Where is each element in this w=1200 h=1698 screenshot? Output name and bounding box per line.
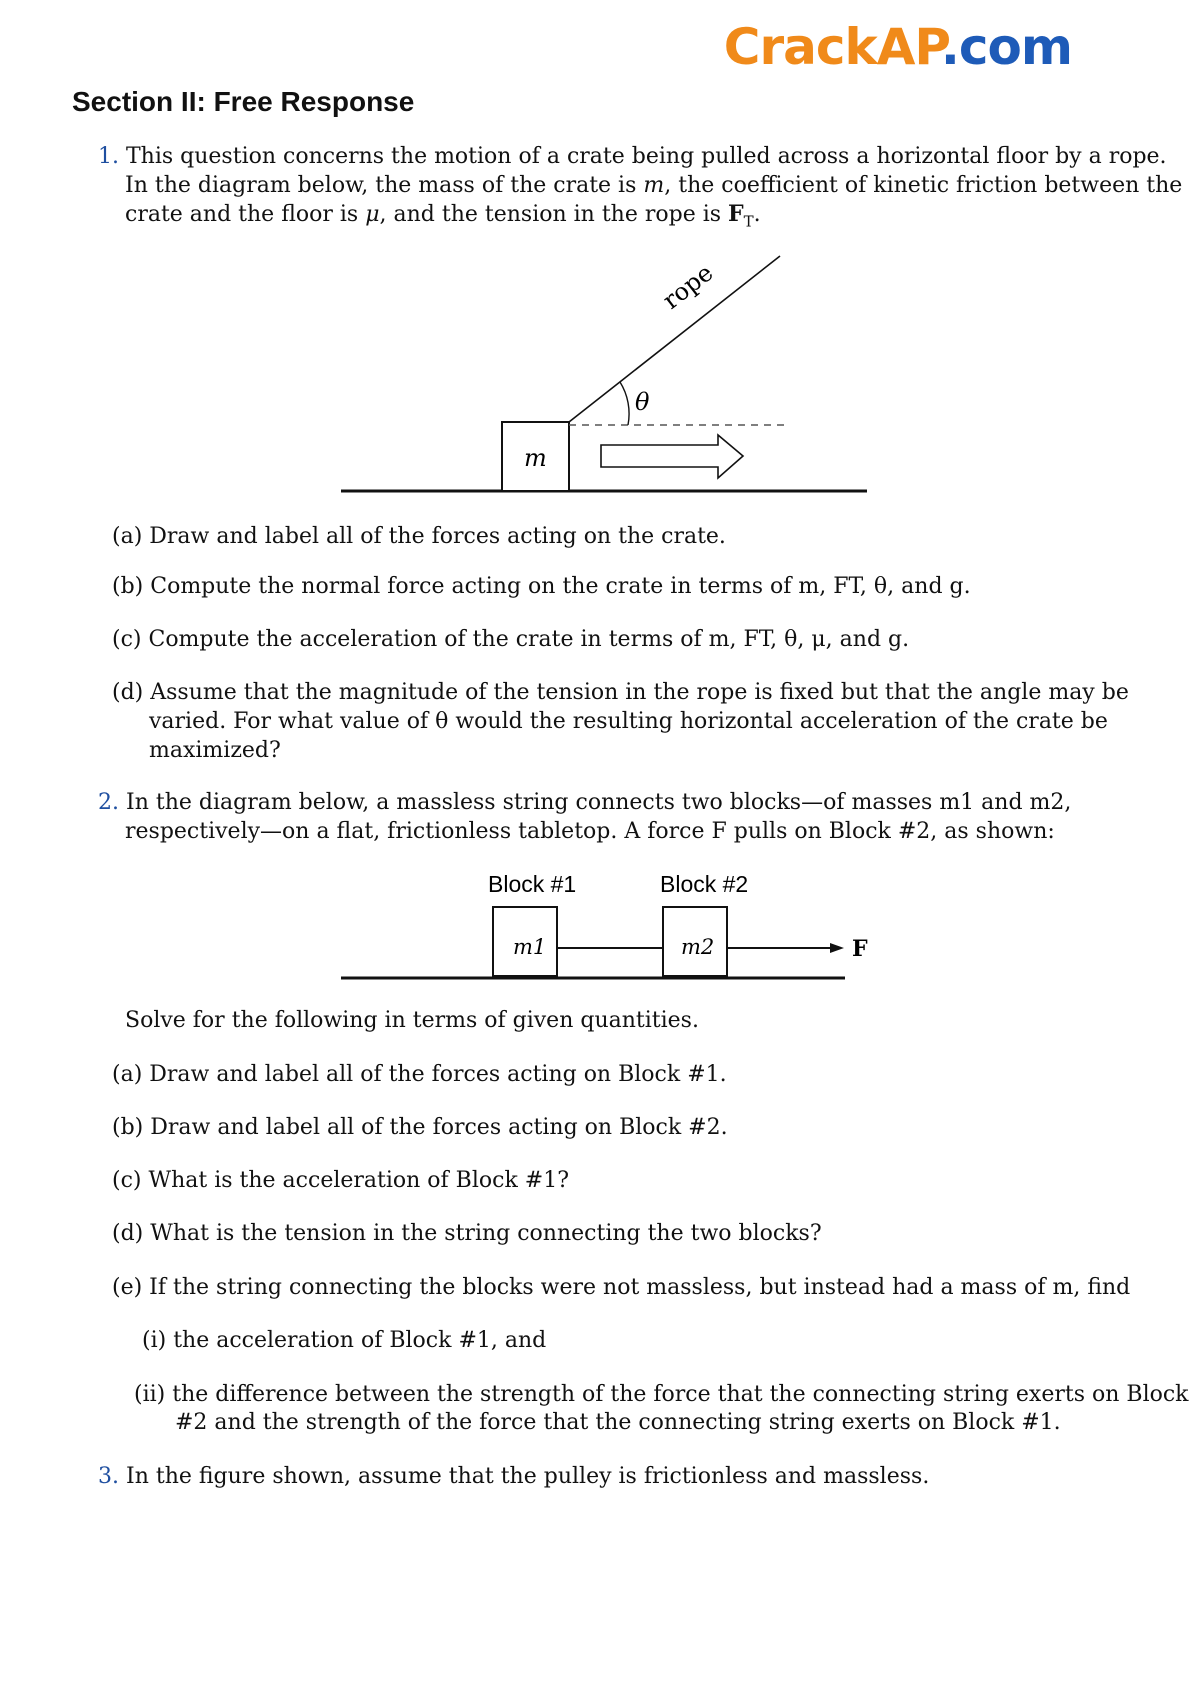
angle-label: θ — [635, 388, 650, 416]
q1-line1 — [98, 142, 1167, 171]
q2-intro-line2: respectively—on a flat, frictionless tabletop. A force F pulls on Block #2, as shown: — [125, 819, 1055, 844]
q1-line2 — [125, 171, 1182, 200]
section-title: Section II: Free Response — [72, 86, 415, 117]
q2-part-a: (a) Draw and label all of the forces acting on Block #1. — [112, 1062, 727, 1087]
crate-mass-label: m — [524, 444, 547, 472]
force-arrow-head — [830, 943, 844, 953]
block1-label: Block #1 — [488, 871, 577, 897]
q1-intro-line3-b: , and the tension in the rope is — [379, 202, 729, 227]
q2-intro-line1: In the diagram below, a massless string connects two blocks—of masses m1 and m2, — [126, 790, 1072, 815]
q1-part-b: (b) Compute the normal force acting on the crate in terms of m, FT, θ, and g. — [112, 574, 971, 599]
q1-intro-mu-symbol: μ — [365, 202, 380, 227]
q2-part-e-ii-line1: (ii) the difference between the strength of the force that the connecting string exerts on Block — [134, 1382, 1189, 1407]
q1-intro-line3-a: crate and the floor is — [125, 202, 366, 227]
q1-intro-ft-subscript: T — [743, 212, 754, 231]
crate-diagram — [330, 250, 890, 500]
q2-part-e-i: (i) the acceleration of Block #1, and — [142, 1328, 547, 1353]
block1-mass-label: m1 — [513, 935, 547, 959]
q3-number: 3. — [98, 1464, 119, 1489]
q1-part-d-line1: (d) Assume that the magnitude of the tension in the rope is fixed but that the angle may be — [112, 680, 1129, 705]
q1-line3 — [125, 200, 761, 236]
block2-label: Block #2 — [660, 871, 749, 897]
q2-part-d: (d) What is the tension in the string connecting the two blocks? — [112, 1221, 822, 1246]
block2-mass-label: m2 — [681, 935, 715, 959]
q1-part-d-line3: maximized? — [149, 738, 281, 763]
brand-logo — [723, 18, 1072, 76]
q2-part-b: (b) Draw and label all of the forces acting on Block #2. — [112, 1115, 728, 1140]
q2-part-c: (c) What is the acceleration of Block #1? — [112, 1168, 570, 1193]
q1-part-a: (a) Draw and label all of the forces acting on the crate. — [112, 524, 726, 549]
angle-arc — [620, 382, 629, 425]
two-blocks-diagram — [330, 862, 890, 990]
q1-intro-line1: This question concerns the motion of a crate being pulled across a horizontal floor by a rope. — [126, 144, 1167, 169]
q1-intro-line3-c: . — [753, 202, 761, 227]
q2-solve-instruction: Solve for the following in terms of given quantities. — [125, 1008, 699, 1033]
brand-domain: .com — [940, 18, 1072, 76]
q2-number: 2. — [98, 790, 119, 815]
q1-intro-line2-b: , the coefficient of kinetic friction between the — [664, 173, 1183, 198]
q1-number: 1. — [98, 144, 119, 169]
q3-text: In the figure shown, assume that the pulley is frictionless and massless. — [126, 1464, 930, 1489]
q2-part-e: (e) If the string connecting the blocks were not massless, but instead had a mass of m, find — [112, 1275, 1131, 1300]
force-label: F — [852, 936, 868, 962]
q3-line1 — [98, 1462, 929, 1491]
q1-intro-mass-symbol: m — [643, 173, 665, 198]
motion-direction-arrow — [601, 435, 743, 478]
brand-name: CrackAP — [723, 18, 941, 76]
q2-line1 — [98, 788, 1071, 817]
q2-part-e-ii-line2: #2 and the strength of the force that the connecting string exerts on Block #1. — [175, 1410, 1061, 1435]
q1-intro-ft-symbol: F — [728, 201, 744, 227]
q1-part-d-line2: varied. For what value of θ would the resulting horizontal acceleration of the crate be — [149, 709, 1108, 734]
q1-intro-line2-a: In the diagram below, the mass of the crate is — [125, 173, 644, 198]
rope-label: rope — [657, 258, 719, 315]
q1-part-c: (c) Compute the acceleration of the crate in terms of m, FT, θ, μ, and g. — [112, 627, 910, 652]
